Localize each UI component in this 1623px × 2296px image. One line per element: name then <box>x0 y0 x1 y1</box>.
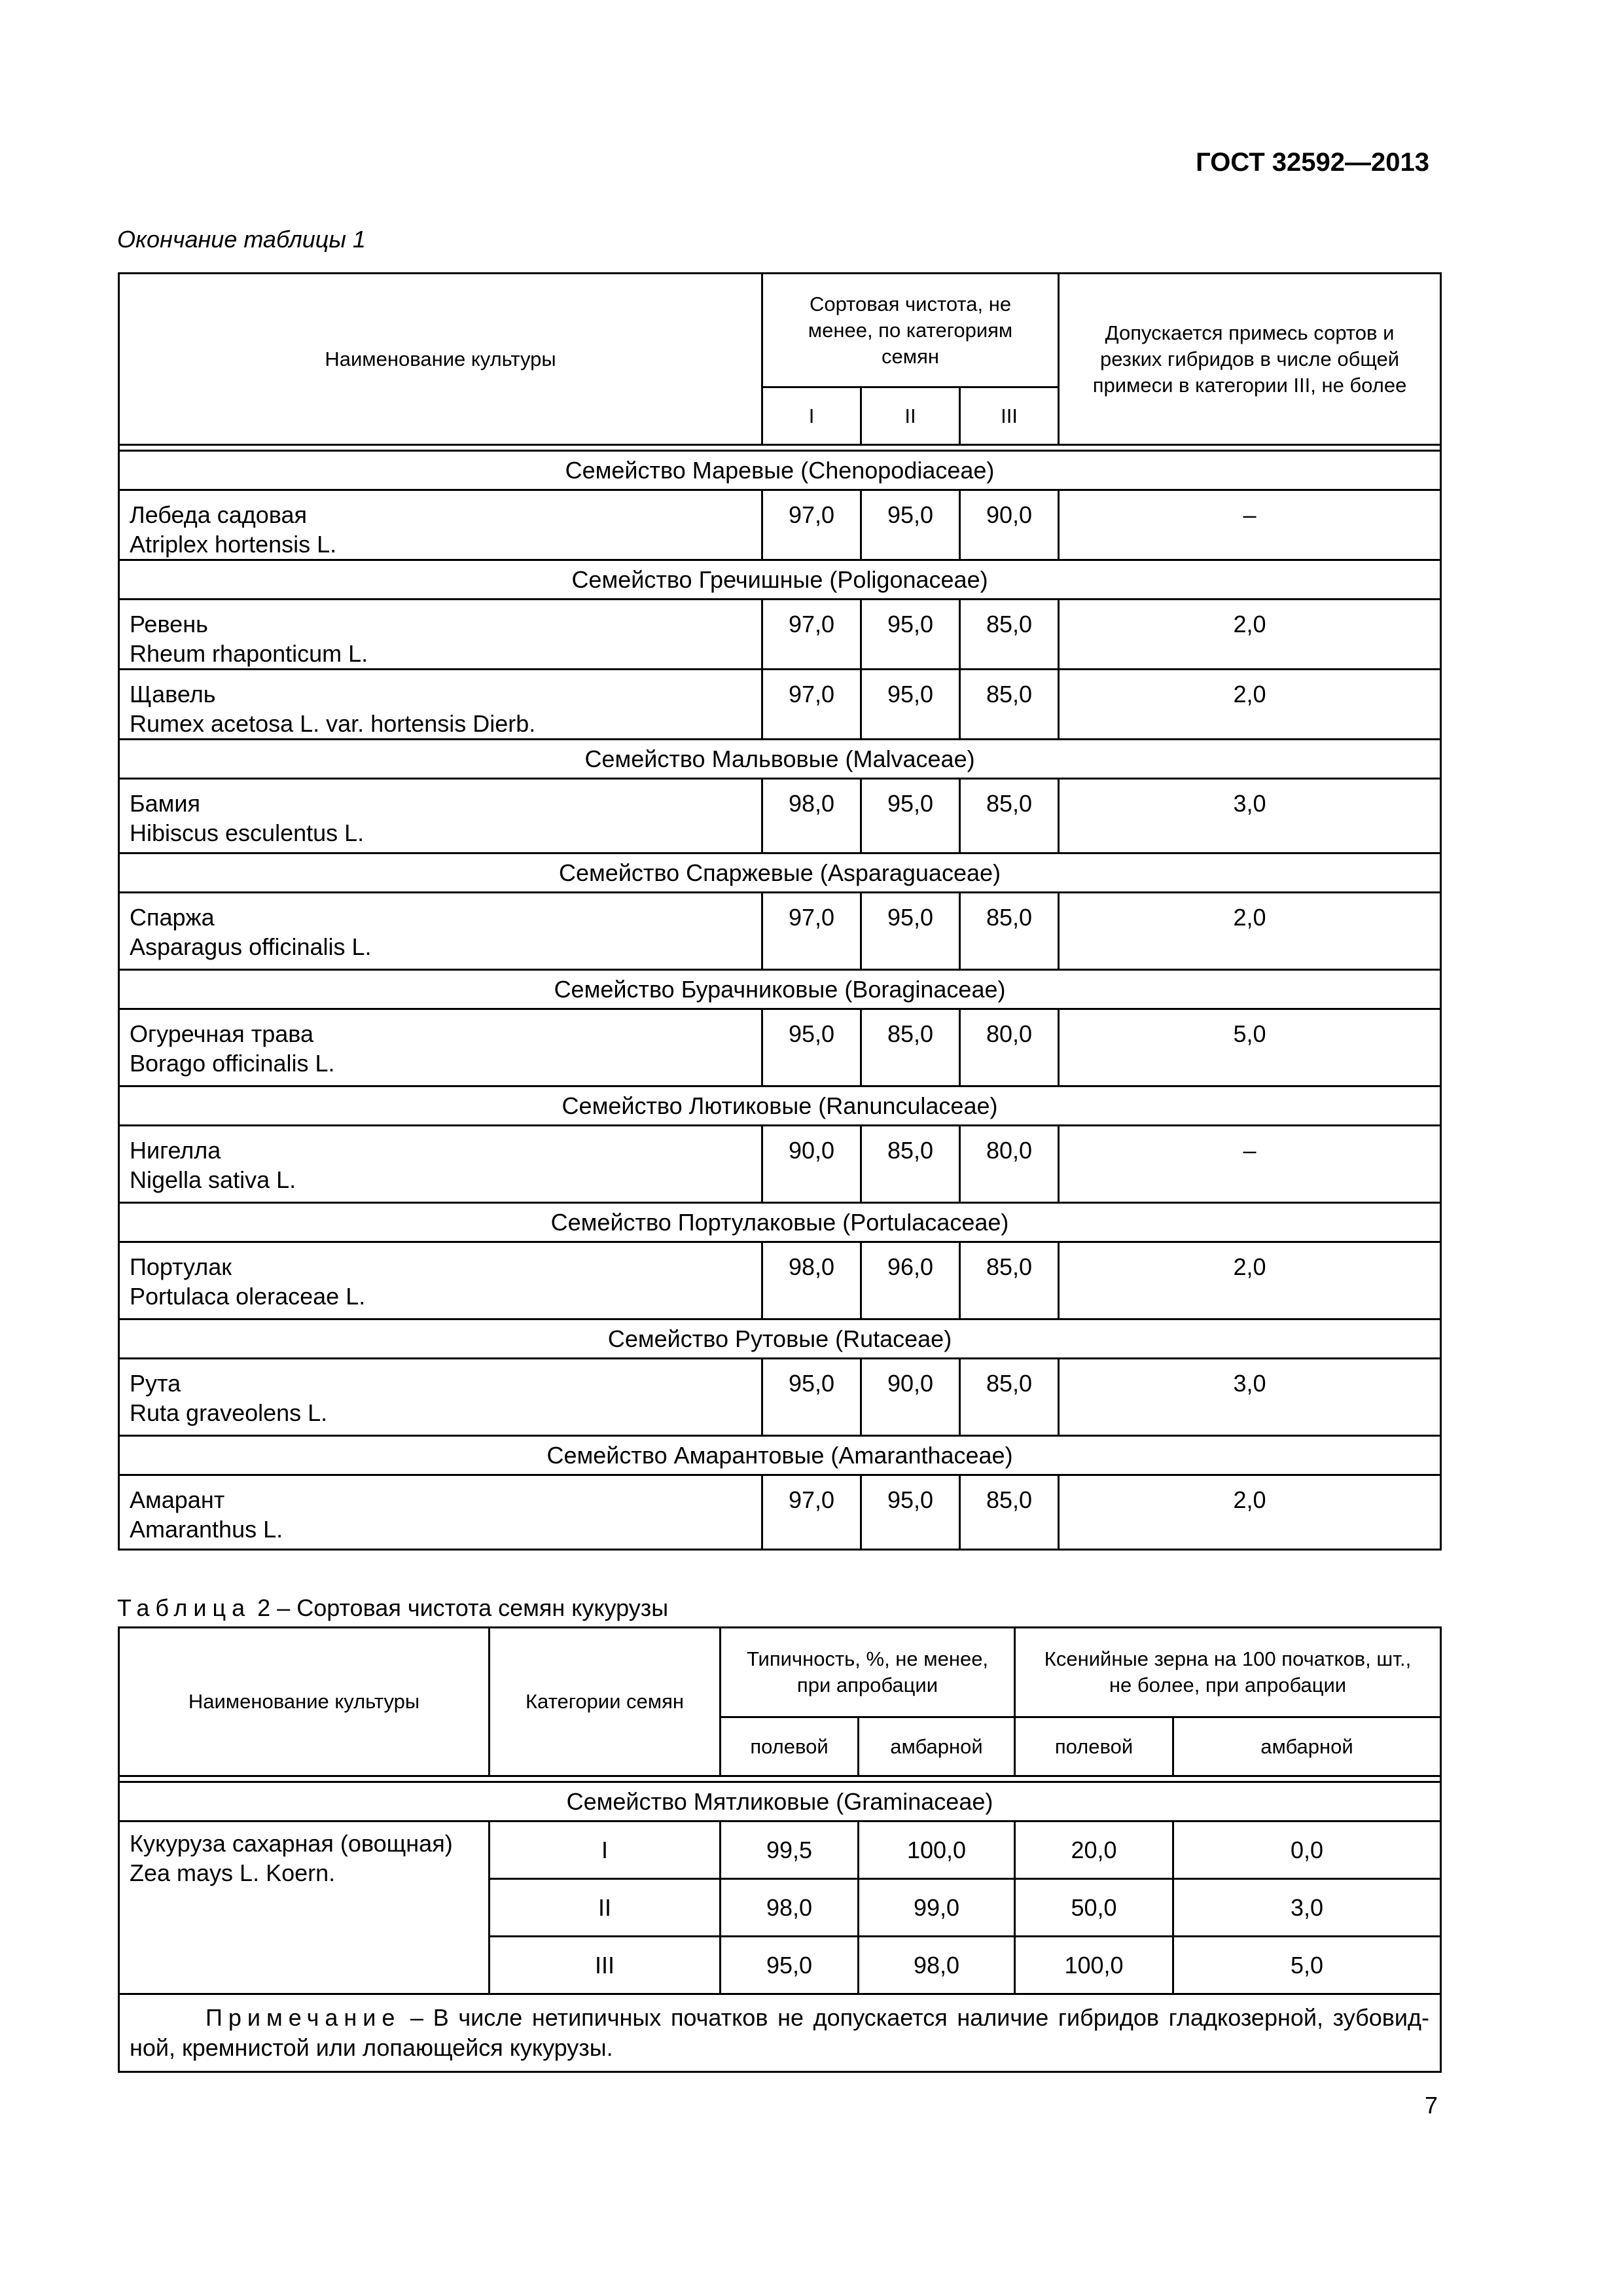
purity-cat-i-cell: 97,0 <box>762 1475 861 1550</box>
purity-cat-i-cell: 97,0 <box>762 670 861 740</box>
crop-name-ru: Амарант <box>130 1486 225 1513</box>
admixture-cell: 5,0 <box>1059 1009 1441 1086</box>
family-row: Семейство Гречишные (Poligonaceae) <box>119 560 1441 600</box>
purity-cat-ii-cell: 95,0 <box>861 670 960 740</box>
t2-xenia-field-cell: 50,0 <box>1015 1879 1173 1937</box>
header-varietal-purity: Сортовая чистота, не менее, по категориям семян <box>762 274 1059 387</box>
t2-category-cell: III <box>490 1937 721 1994</box>
page-number: 7 <box>1424 2092 1438 2119</box>
family-row: Семейство Маревые (Chenopodiaceae) <box>119 451 1441 490</box>
crop-name-ru: Лебеда садовая <box>130 501 308 528</box>
purity-cat-iii-cell: 85,0 <box>960 1242 1059 1319</box>
crop-name-lat: Rheum rhaponticum L. <box>130 640 368 667</box>
family-row: Семейство Амарантовые (Amaranthaceae) <box>119 1436 1441 1475</box>
purity-cat-iii-cell: 85,0 <box>960 1475 1059 1550</box>
crop-name-cell <box>119 1242 762 1319</box>
crop-name-lat: Nigella sativa L. <box>130 1166 296 1193</box>
t2-header-xenia: Ксенийные зерна на 100 початков, шт., не более, при апробации <box>1015 1628 1441 1717</box>
purity-cat-ii-cell: 95,0 <box>861 779 960 853</box>
crop-name-ru: Портулак <box>130 1253 232 1280</box>
t2-typicality-field-cell: 95,0 <box>721 1937 859 1994</box>
purity-cat-i-cell: 95,0 <box>762 1359 861 1436</box>
crop-name-cell <box>119 779 762 853</box>
t2-typicality-barn-cell: 99,0 <box>859 1879 1015 1937</box>
table1-caption: Окончание таблицы 1 <box>117 226 366 253</box>
crop-name-ru: Спаржа <box>130 904 215 931</box>
t2-header-xenia-field: полевой <box>1015 1717 1173 1776</box>
family-row: Семейство Спаржевые (Asparaguaceae) <box>119 853 1441 893</box>
crop-name-ru: Рута <box>130 1370 181 1397</box>
header-category-iii: III <box>960 387 1059 445</box>
crop-row <box>119 1359 1441 1436</box>
header-crop-name: Наименование культуры <box>119 274 762 445</box>
crop-name-lat: Borago officinalis L. <box>130 1050 335 1077</box>
t2-header-typicality: Типичность, %, не менее, при апробации <box>721 1628 1015 1717</box>
t2-category-cell: II <box>490 1879 721 1937</box>
t2-header-xenia-barn: амбарной <box>1173 1717 1441 1776</box>
crop-row <box>119 1126 1441 1203</box>
crop-name-lat: Atriplex hortensis L. <box>130 531 337 558</box>
t2-typicality-barn-cell: 98,0 <box>859 1937 1015 1994</box>
t2-category-cell: I <box>490 1821 721 1879</box>
t2-crop-name-lat: Zea mays L. Koern. <box>130 1859 336 1886</box>
t2-crop-cell <box>119 1821 490 1994</box>
t2-typicality-field-cell: 98,0 <box>721 1879 859 1937</box>
t2-xenia-field-cell: 20,0 <box>1015 1821 1173 1879</box>
crop-name-ru: Щавель <box>130 681 216 708</box>
table2-caption <box>117 1594 668 1622</box>
crop-row <box>119 670 1441 740</box>
admixture-cell: 2,0 <box>1059 893 1441 970</box>
family-row: Семейство Бурачниковые (Boraginaceae) <box>119 970 1441 1009</box>
t2-crop-name-ru: Кукуруза сахарная (овощная) <box>130 1830 453 1857</box>
table1 <box>118 272 1442 1551</box>
purity-cat-ii-cell: 85,0 <box>861 1126 960 1203</box>
admixture-cell: 2,0 <box>1059 600 1441 670</box>
crop-name-cell <box>119 1009 762 1086</box>
t2-xenia-barn-cell: 0,0 <box>1173 1821 1441 1879</box>
admixture-cell: 2,0 <box>1059 670 1441 740</box>
purity-cat-iii-cell: 85,0 <box>960 600 1059 670</box>
purity-cat-i-cell: 97,0 <box>762 490 861 560</box>
purity-cat-ii-cell: 95,0 <box>861 490 960 560</box>
purity-cat-i-cell: 98,0 <box>762 1242 861 1319</box>
crop-name-cell <box>119 1475 762 1550</box>
crop-row <box>119 1475 1441 1550</box>
t2-header-typicality-barn: амбарной <box>859 1717 1015 1776</box>
purity-cat-ii-cell: 85,0 <box>861 1009 960 1086</box>
crop-row <box>119 490 1441 560</box>
purity-cat-ii-cell: 95,0 <box>861 1475 960 1550</box>
family-row: Семейство Рутовые (Rutaceae) <box>119 1319 1441 1359</box>
t2-header-typicality-field: полевой <box>721 1717 859 1776</box>
purity-cat-i-cell: 97,0 <box>762 600 861 670</box>
crop-row <box>119 893 1441 970</box>
table2 <box>118 1626 1442 2073</box>
purity-cat-i-cell: 90,0 <box>762 1126 861 1203</box>
header-category-ii: II <box>861 387 960 445</box>
t2-family-row: Семейство Мятликовые (Graminaceae) <box>119 1782 1441 1821</box>
purity-cat-ii-cell: 90,0 <box>861 1359 960 1436</box>
crop-name-cell <box>119 1359 762 1436</box>
crop-name-lat: Hibiscus esculentus L. <box>130 819 365 846</box>
purity-cat-iii-cell: 85,0 <box>960 779 1059 853</box>
admixture-cell: 3,0 <box>1059 779 1441 853</box>
crop-name-lat: Amaranthus L. <box>130 1516 283 1543</box>
crop-name-lat: Asparagus officinalis L. <box>130 933 372 960</box>
crop-name-cell <box>119 1126 762 1203</box>
admixture-cell: 2,0 <box>1059 1475 1441 1550</box>
t2-header-crop-name: Наименование культуры <box>119 1628 490 1776</box>
purity-cat-i-cell: 98,0 <box>762 779 861 853</box>
table2-caption-title: 2 – Сортовая чистота семян кукурузы <box>257 1594 669 1621</box>
purity-cat-iii-cell: 80,0 <box>960 1126 1059 1203</box>
t2-xenia-barn-cell: 3,0 <box>1173 1879 1441 1937</box>
family-row: Семейство Лютиковые (Ranunculaceae) <box>119 1086 1441 1126</box>
crop-name-lat: Rumex acetosa L. var. hortensis Dierb. <box>130 710 536 737</box>
t2-header-seed-category: Категории семян <box>490 1628 721 1776</box>
purity-cat-i-cell: 97,0 <box>762 893 861 970</box>
crop-name-lat: Ruta graveolens L. <box>130 1399 328 1426</box>
crop-name-ru: Бамия <box>130 790 200 817</box>
purity-cat-iii-cell: 85,0 <box>960 893 1059 970</box>
t2-xenia-barn-cell: 5,0 <box>1173 1937 1441 1994</box>
purity-cat-ii-cell: 95,0 <box>861 600 960 670</box>
crop-name-ru: Ревень <box>130 611 208 637</box>
crop-row <box>119 1009 1441 1086</box>
purity-cat-ii-cell: 96,0 <box>861 1242 960 1319</box>
standard-designation: ГОСТ 32592—2013 <box>1196 148 1429 177</box>
t2-note-text: – В числе нетипичных початков не допускается наличие гибридов гладкозерной, зубовидной, кремнистой или лопающейся кукурузы. <box>130 2004 1430 2061</box>
crop-name-cell <box>119 600 762 670</box>
t2-note <box>119 1994 1441 2072</box>
admixture-cell: – <box>1059 1126 1441 1203</box>
crop-row <box>119 1242 1441 1319</box>
purity-cat-iii-cell: 80,0 <box>960 1009 1059 1086</box>
purity-cat-iii-cell: 85,0 <box>960 1359 1059 1436</box>
purity-cat-iii-cell: 90,0 <box>960 490 1059 560</box>
purity-cat-ii-cell: 95,0 <box>861 893 960 970</box>
admixture-cell: 3,0 <box>1059 1359 1441 1436</box>
crop-name-cell <box>119 893 762 970</box>
purity-cat-iii-cell: 85,0 <box>960 670 1059 740</box>
table2-caption-label: Таблица <box>117 1594 251 1621</box>
crop-name-ru: Огуречная трава <box>130 1020 314 1047</box>
crop-row <box>119 779 1441 853</box>
crop-row <box>119 600 1441 670</box>
t2-typicality-field-cell: 99,5 <box>721 1821 859 1879</box>
t2-xenia-field-cell: 100,0 <box>1015 1937 1173 1994</box>
crop-name-lat: Portulaca oleraceae L. <box>130 1283 366 1310</box>
family-row: Семейство Портулаковые (Portulacaceae) <box>119 1203 1441 1242</box>
purity-cat-i-cell: 95,0 <box>762 1009 861 1086</box>
admixture-cell: – <box>1059 490 1441 560</box>
crop-name-cell <box>119 670 762 740</box>
crop-name-ru: Нигелла <box>130 1137 221 1164</box>
header-admixture: Допускается примесь сортов и резких гибридов в числе общей примеси в категории III, не более <box>1059 274 1441 445</box>
header-category-i: I <box>762 387 861 445</box>
t2-typicality-barn-cell: 100,0 <box>859 1821 1015 1879</box>
crop-name-cell <box>119 490 762 560</box>
admixture-cell: 2,0 <box>1059 1242 1441 1319</box>
t2-note-label: Примечание <box>205 2004 401 2031</box>
family-row: Семейство Мальвовые (Malvaceae) <box>119 740 1441 779</box>
